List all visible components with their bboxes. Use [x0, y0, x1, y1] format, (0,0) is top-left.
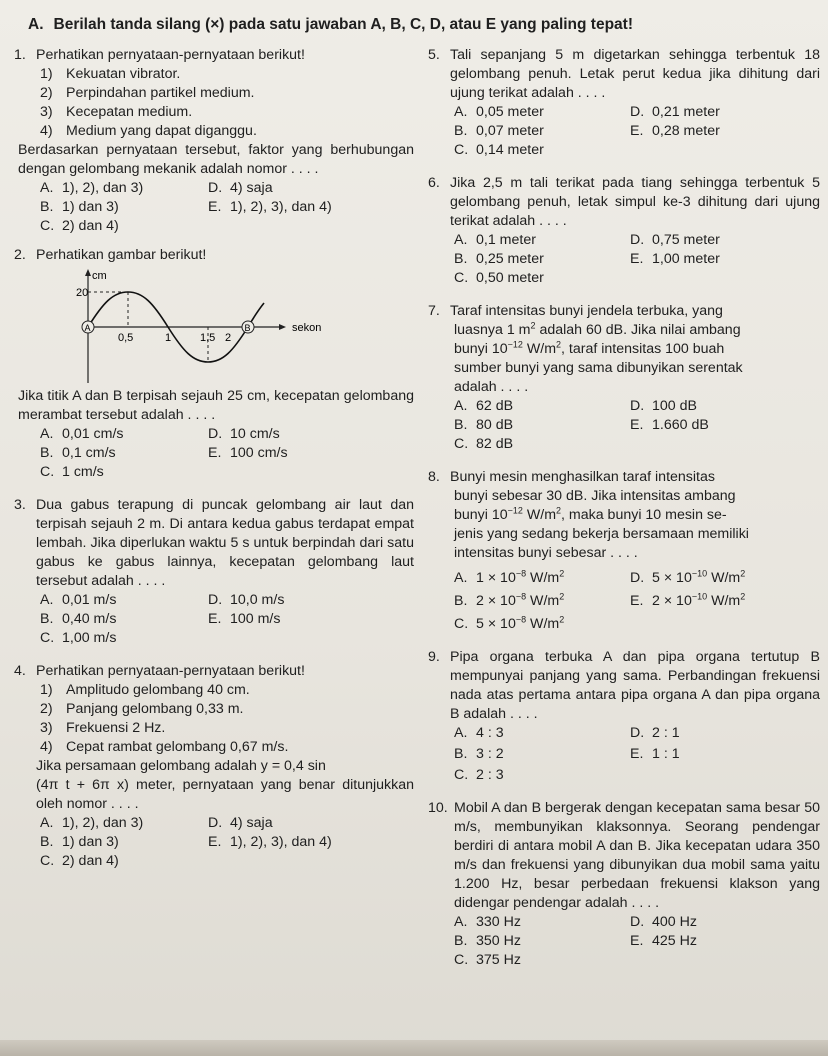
option-b[interactable]: B. 1) dan 3) [40, 199, 119, 215]
left-column [14, 46, 414, 871]
statement: 1) Kekuatan vibrator. [40, 66, 181, 82]
statement: 2) Perpindahan partikel medium. [40, 85, 255, 101]
option-c[interactable]: C. $5 \times 10^{-8}$ $W/m^2$ [454, 614, 565, 632]
option-b[interactable]: B. $2 \times 10^{-8}$ $W/m^2$ [454, 591, 565, 609]
tick-0-5: 0,5 [118, 332, 134, 344]
tick-1: 1 [165, 332, 172, 344]
question-5 [428, 46, 820, 160]
question-body-cont: (4π t + 6π x) meter, pernyataan yang benar ditunjukkan oleh nomor . . . . [36, 777, 414, 812]
question-body: Jika 2,5 m tali terikat pada tiang sehingga terbentuk 5 gelombang penuh, letak simpul ke-3 dihitung dari ujung terikat adalah . . . . [450, 175, 820, 229]
option-a[interactable]: A. 1), 2), dan 3) [40, 180, 144, 196]
option-d[interactable]: D. 10,0 m/s [208, 592, 285, 608]
option-b[interactable]: B. 80 dB [454, 417, 514, 433]
question-body: Jika persamaan gelombang adalah y = 0,4 sin [36, 758, 326, 774]
question-stem: Perhatikan gambar berikut! [36, 247, 207, 263]
question-1 [14, 46, 414, 236]
statement: 4) Medium yang dapat diganggu. [40, 123, 257, 139]
question-line: Taraf intensitas bunyi jendela terbuka, yang [450, 303, 723, 319]
answer-options [428, 103, 820, 160]
option-c[interactable]: C. 1,00 m/s [40, 630, 117, 646]
question-9 [428, 648, 820, 785]
question-number: 9. [428, 649, 440, 665]
option-d[interactable]: D. 4) saja [208, 815, 273, 831]
statement: 3) Frekuensi 2 Hz. [40, 720, 166, 736]
graph-x-arrow [279, 324, 286, 330]
question-line: bunyi $10^{-12}$ $W/m^2$, taraf intensitas 100 buah [454, 339, 725, 357]
answer-options [14, 591, 414, 648]
option-b[interactable]: B. 3 : 2 [454, 746, 504, 762]
question-stem: Perhatikan pernyataan-pernyataan berikut! [36, 663, 305, 679]
option-b[interactable]: B. 0,40 m/s [40, 611, 117, 627]
answer-options [428, 913, 820, 970]
right-column [428, 46, 820, 970]
question-body: Jika titik A dan B terpisah sejauh 25 cm, kecepatan gelombang merambat tersebut adalah . . . . [18, 388, 414, 423]
graph-xlabel: sekon [292, 322, 322, 334]
tick-1-5: 1,5 [200, 332, 216, 344]
statement: 3) Kecepatan medium. [40, 104, 193, 120]
graph-ylabel: cm [92, 270, 107, 282]
option-a[interactable]: A. 0,01 cm/s [40, 426, 124, 442]
option-c[interactable]: C. 0,14 meter [454, 142, 544, 158]
question-number: 10. [428, 800, 448, 816]
option-a[interactable]: A. 1), 2), dan 3) [40, 815, 144, 831]
option-b[interactable]: B. 1) dan 3) [40, 834, 119, 850]
option-a[interactable]: A. 330 Hz [454, 914, 521, 930]
option-d[interactable]: D. 2 : 1 [630, 725, 680, 741]
graph-ymax-label: 20 [76, 287, 89, 299]
option-e[interactable]: E. 100 m/s [208, 611, 281, 627]
option-e[interactable]: E. 1.660 dB [630, 417, 709, 433]
question-body: Berdasarkan pernyataan tersebut, faktor yang berhubungan dengan gelombang mekanik adalah nomor . . . . [18, 142, 414, 177]
option-c[interactable]: C. 1 cm/s [40, 464, 104, 480]
option-e[interactable]: E. 0,28 meter [630, 123, 720, 139]
answer-options [428, 724, 820, 785]
question-line: Bunyi mesin menghasilkan taraf intensitas [450, 469, 715, 485]
graph-y-arrow [85, 269, 91, 276]
option-c[interactable]: C. 2 : 3 [454, 767, 504, 783]
option-a[interactable]: A. $1 \times 10^{-8}$ $W/m^2$ [454, 568, 565, 586]
option-b[interactable]: B. 350 Hz [454, 933, 521, 949]
option-d[interactable]: D. 0,21 meter [630, 104, 720, 120]
option-d[interactable]: D. 400 Hz [630, 914, 697, 930]
question-4 [14, 662, 414, 871]
question-stem: Perhatikan pernyataan-pernyataan berikut! [36, 47, 305, 63]
option-c[interactable]: C. 82 dB [454, 436, 514, 452]
point-a-label: A [84, 323, 91, 333]
option-b[interactable]: B. 0,1 cm/s [40, 445, 116, 461]
option-e[interactable]: E. 1,00 meter [630, 251, 720, 267]
option-c[interactable]: C. 0,50 meter [454, 270, 544, 286]
answer-options [14, 179, 414, 236]
option-e[interactable]: E. 100 cm/s [208, 445, 288, 461]
question-number: 5. [428, 47, 440, 63]
answer-options [14, 814, 414, 871]
question-number: 8. [428, 469, 440, 485]
statement: 4) Cepat rambat gelombang 0,67 m/s. [40, 739, 289, 755]
option-d[interactable]: D. 0,75 meter [630, 232, 720, 248]
option-a[interactable]: A. 0,05 meter [454, 104, 544, 120]
option-a[interactable]: A. 4 : 3 [454, 725, 504, 741]
option-a[interactable]: A. 0,1 meter [454, 232, 536, 248]
question-line: bunyi $10^{-12}$ $W/m^2$, maka bunyi 10 mesin se- [454, 505, 727, 523]
answer-options [428, 397, 820, 454]
page-bottom-edge [0, 1040, 828, 1056]
option-d[interactable]: D. 4) saja [208, 180, 273, 196]
question-line: jenis yang sedang bekerja bersamaan memiliki [454, 526, 749, 542]
question-number: 2. [14, 247, 26, 263]
section-number: A. [28, 16, 44, 33]
question-body: Tali sepanjang 5 m digetarkan sehingga terbentuk 18 gelombang penuh. Letak perut kedua jika dihitung dari ujung terikat adalah . . . . [450, 47, 820, 101]
question-line: sumber bunyi yang sama dibunyikan serentak [454, 360, 743, 376]
option-c[interactable]: C. 2) dan 4) [40, 853, 119, 869]
statement: 2) Panjang gelombang 0,33 m. [40, 701, 244, 717]
option-d[interactable]: D. 100 dB [630, 398, 697, 414]
question-line: intensitas bunyi sebesar . . . . [454, 545, 638, 561]
question-number: 7. [428, 303, 440, 319]
option-e[interactable]: E. 425 Hz [630, 933, 697, 949]
tick-2: 2 [225, 332, 232, 344]
question-8 [428, 468, 820, 634]
question-2 [14, 246, 414, 482]
question-body: Pipa organa terbuka A dan pipa organa tertutup B mempunyai panjang yang sama. Perbandingan frekuensi nada atas pertama antara pipa organa A dan pipa organa B adalah . . . . [450, 649, 820, 722]
section-heading [28, 16, 633, 34]
answer-options [428, 231, 820, 288]
option-c[interactable]: C. 2) dan 4) [40, 218, 119, 234]
section-instruction: Berilah tanda silang (×) pada satu jawaban A, B, C, D, atau E yang paling tepat! [53, 16, 633, 33]
question-6 [428, 174, 820, 288]
statement: 1) Amplitudo gelombang 40 cm. [40, 682, 250, 698]
answer-options [14, 425, 414, 482]
question-3 [14, 496, 414, 648]
option-e[interactable]: E. 1), 2), 3), dan 4) [208, 199, 332, 215]
option-a[interactable]: A. 62 dB [454, 398, 514, 414]
option-e[interactable]: E. 1), 2), 3), dan 4) [208, 834, 332, 850]
option-b[interactable]: B. 0,25 meter [454, 251, 544, 267]
answer-options [428, 569, 820, 634]
wave-graph [40, 265, 370, 387]
question-number: 6. [428, 175, 440, 191]
option-b[interactable]: B. 0,07 meter [454, 123, 544, 139]
question-line: luasnya 1 $m^2$ adalah 60 dB. Jika nilai ambang [454, 320, 741, 338]
option-d[interactable]: D. $5 \times 10^{-10}$ $W/m^2$ [630, 568, 746, 586]
question-line: bunyi sebesar 30 dB. Jika intensitas ambang [454, 488, 736, 504]
question-body: Mobil A dan B bergerak dengan kecepatan sama besar 50 m/s, membunyikan klaksonnya. Seorang pendengar berdiri di antara mobil A dan B. Jika kecepatan udara 350 m/s dan frekuensi yang dibunyikan dua mobil sama yaitu 1.200 Hz, besar perbedaan frekuensi klakson yang didengar pendengar adalah . . . . [454, 800, 820, 911]
question-10 [428, 799, 820, 970]
point-b-label: B [244, 323, 251, 333]
wave-graph-svg [40, 265, 370, 387]
option-c[interactable]: C. 375 Hz [454, 952, 521, 968]
question-number: 1. [14, 47, 26, 63]
option-a[interactable]: A. 0,01 m/s [40, 592, 117, 608]
question-number: 3. [14, 497, 26, 513]
option-d[interactable]: D. 10 cm/s [208, 426, 280, 442]
question-number: 4. [14, 663, 26, 679]
question-line: adalah . . . . [454, 379, 529, 395]
question-body: Dua gabus terapung di puncak gelombang air laut dan terpisah sejauh 2 m. Di antara kedua gabus terdapat empat lembah. Jika diperlukan waktu 5 s untuk berpindah dari satu gabus ke gabus lainnya, kecepatan gelombang laut tersebut adalah . . . . [36, 497, 414, 589]
option-e[interactable]: E. $2 \times 10^{-10}$ $W/m^2$ [630, 591, 746, 609]
question-7 [428, 302, 820, 454]
option-e[interactable]: E. 1 : 1 [630, 746, 680, 762]
